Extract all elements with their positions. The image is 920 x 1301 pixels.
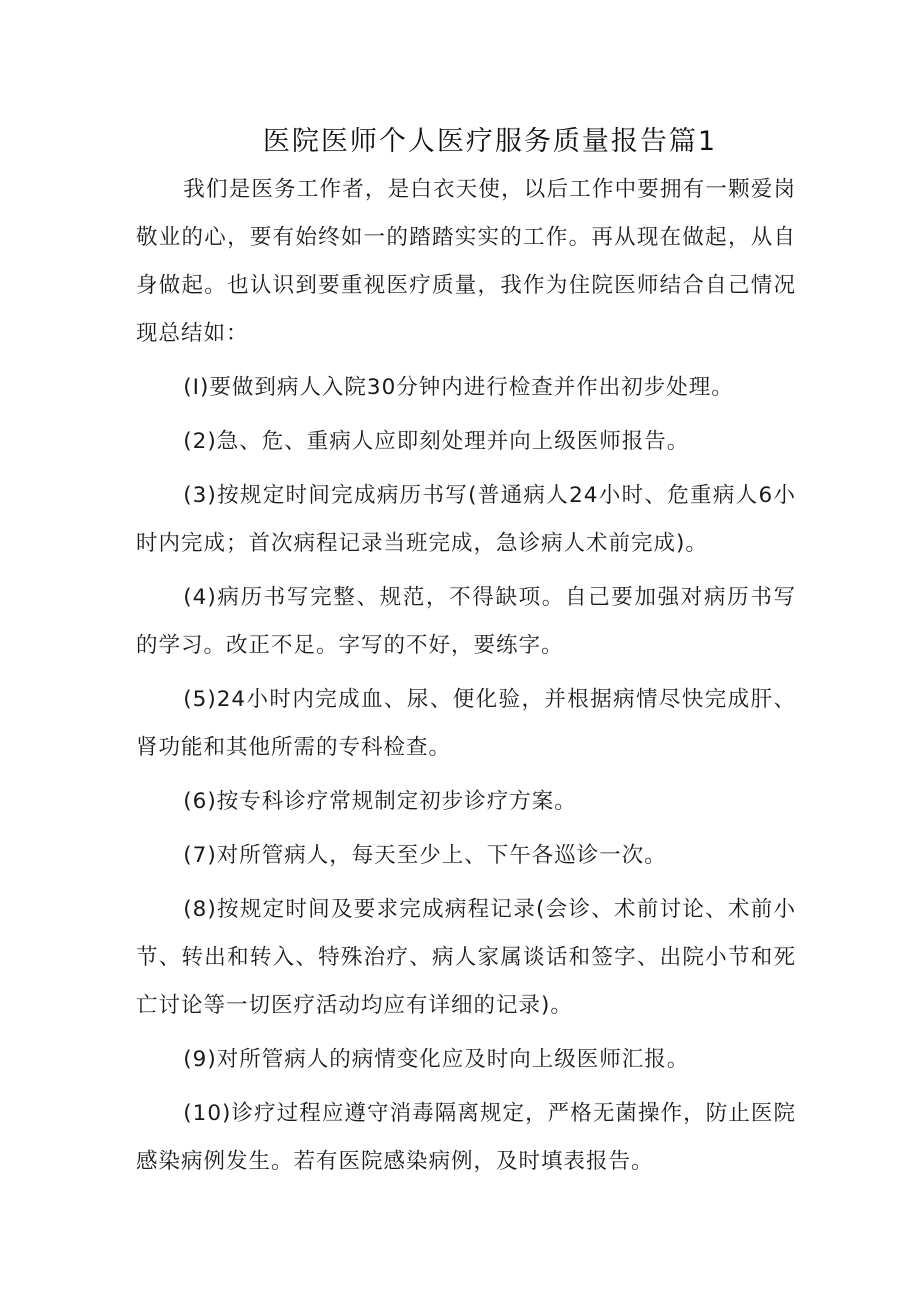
paragraph-item-1: (I)要做到病人入院30分钟内进行检查并作出初步处理。	[183, 375, 734, 400]
paragraph-item-6: (6)按专科诊疗常规制定初步诊疗方案。	[183, 789, 577, 814]
document-body	[136, 166, 796, 1186]
paragraph-item-10: (10)诊疗过程应遵守消毒隔离规定，严格无菌操作，防止医院感染病例发生。若有医院感染病例，及时填表报告。	[136, 1101, 796, 1174]
document-title: 医院医师个人医疗服务质量报告篇1	[262, 126, 718, 157]
paragraph-item-9: (9)对所管病人的病情变化应及时向上级医师汇报。	[183, 1047, 690, 1072]
paragraph-item-4: (4)病历书写完整、规范，不得缺项。自己要加强对病历书写的学习。改正不足。字写的不好，要练字。	[136, 585, 796, 658]
paragraph-item-8: (8)按规定时间及要求完成病程记录(会诊、术前讨论、术前小节、转出和转入、特殊治疗、病人家属谈话和签字、出院小节和死亡讨论等一切医疗活动均应有详细的记录)。	[136, 897, 796, 1018]
paragraph-item-5: (5)24小时内完成血、尿、便化验，并根据病情尽快完成肝、肾功能和其他所需的专科检查。	[136, 687, 796, 760]
paragraph-item-3: (3)按规定时间完成病历书写(普通病人24小时、危重病人6小时内完成；首次病程记录当班完成，急诊病人术前完成)。	[136, 483, 796, 556]
paragraph-item-2: (2)急、危、重病人应即刻处理并向上级医师报告。	[183, 429, 690, 454]
paragraph-item-7: (7)对所管病人，每天至少上、下午各巡诊一次。	[183, 843, 667, 868]
paragraph-intro: 我们是医务工作者，是白衣天使，以后工作中要拥有一颗爱岗敬业的心，要有始终如一的踏踏实实的工作。再从现在做起，从自身做起。也认识到要重视医疗质量，我作为住院医师结合自己情况现总结如：	[136, 177, 796, 346]
